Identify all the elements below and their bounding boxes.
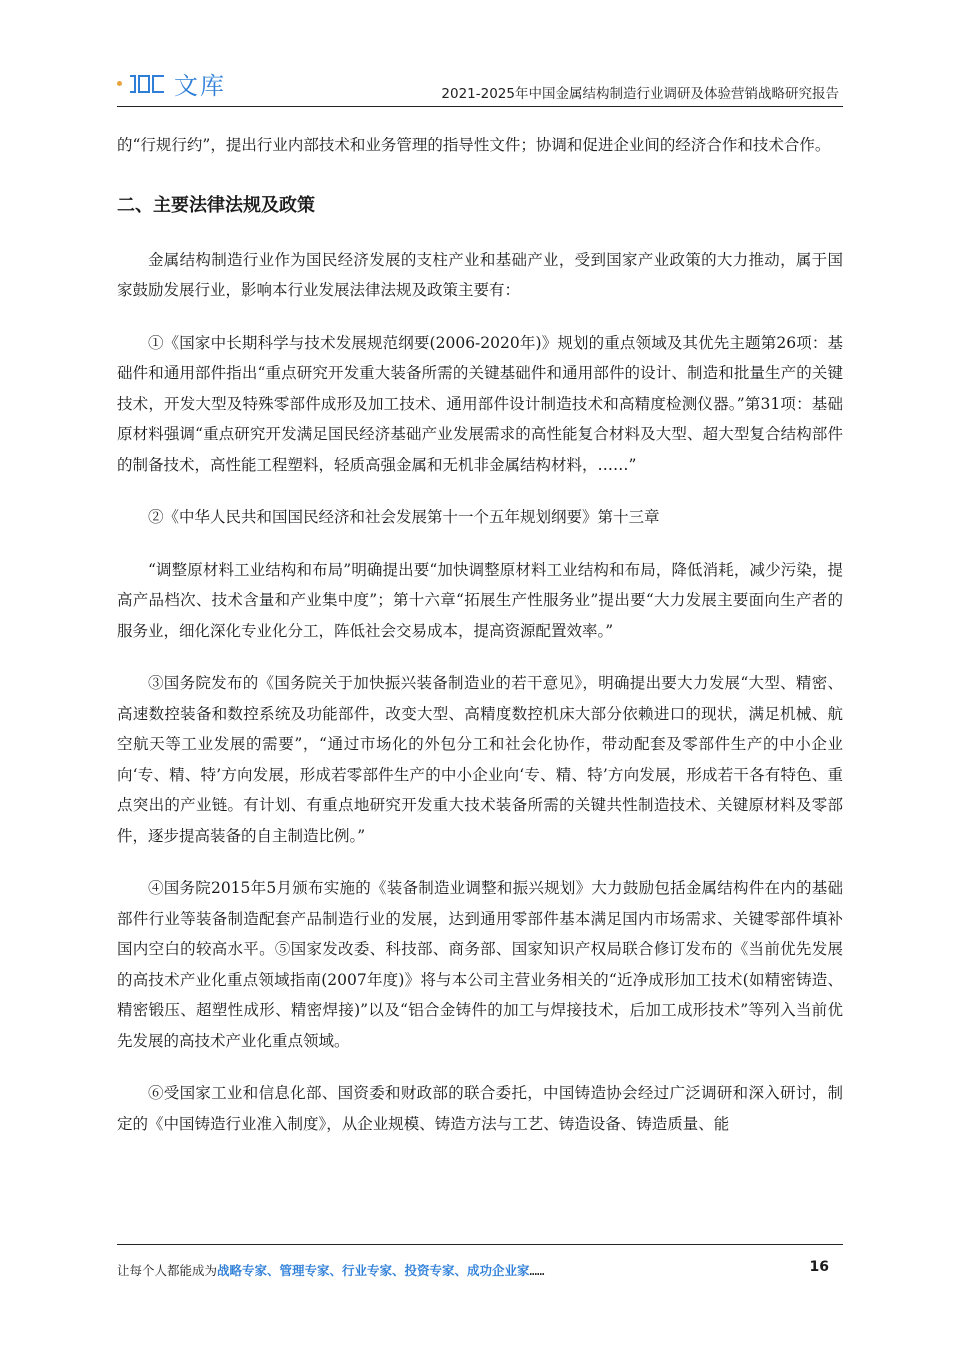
paragraph-item-2-detail: “调整原材料工业结构和布局”明确提出要“加快调整原材料工业结构和布局，降低消耗，减少污染，提高产品档次、技术含量和产业集中度”；第十六章“拓展生产性服务业”提出要“大力发展主要面向生产者的服务业，细化深化专业化分工，阵低社会交易成本，提高资源配置效率。” [117, 560, 843, 640]
page-content [117, 130, 843, 1139]
page-number: 16 [809, 1259, 829, 1275]
paragraph-lead: 金属结构制造行业作为国民经济发展的支柱产业和基础产业，受到国家产业政策的大力推动，属于国家鼓励发展行业，影响本行业发展法律法规及政策主要有： [117, 250, 843, 299]
paragraph-item-6: ⑥受国家工业和信息化部、国资委和财政部的联合委托，中国铸造协会经过广泛调研和深入研讨，制定的《中国铸造行业准入制度》，从企业规模、铸造方法与工艺、铸造设备、铸造质量、能 [117, 1084, 843, 1133]
paragraph-item-4: ④国务院2015年5月颁布实施的《装备制造业调整和振兴规划》大力鼓励包括金属结构件在内的基础部件行业等装备制造配套产品制造行业的发展，达到通用零部件基本满足国内市场需求、关键零部件填补国内空白的较高水平。⑤国家发改委、科技部、商务部、国家知识产权局联合修订发布的《当前优先发展的高技术产业化重点领域指南(2007年度)》将与本公司主营业务相关的“近净成形加工技术(如精密铸造、精密锻压、超塑性成形、精密焊接)”以及“铝合金铸件的加工与焊接技术，后加工成形技术”等列入当前优先发展的高技术产业化重点领域。 [117, 879, 843, 1050]
page-header [117, 60, 843, 107]
logo-mark-icon [130, 75, 164, 93]
paragraph-item-2: ②《中华人民共和国国民经济和社会发展第十一个五年规划纲要》第十三章 [148, 508, 660, 526]
slogan-prefix: 让每个人都能成为 [117, 1263, 218, 1278]
paragraph-item-1: ①《国家中长期科学与技术发展规范纲要(2006-2020年)》规划的重点领域及其优先主题第26项：基础件和通用部件指出“重点研究开发重大装备所需的关键基础件和通用部件的设计、制造和批量生产的关键技术，开发大型及特殊零部件成形及加工技术、通用部件设计制造技术和高精度检测仪器。”第31项：基础原材料强调“重点研究开发满足国民经济基础产业发展需求的高性能复合材料及大型、超大型复合结构部件的制备技术，高性能工程塑料，轻质高强金属和无机非金属结构材料，……” [117, 333, 843, 474]
paragraph-item-3: ③国务院发布的《国务院关于加快振兴装备制造业的若干意见》，明确提出要大力发展“大型、精密、高速数控装备和数控系统及功能部件，改变大型、高精度数控机床大部分依赖进口的现状，满足机械、航空航天等工业发展的需要”，“通过市场化的外包分工和社会化协作，带动配套及零部件生产的中小企业向‘专、精、特’方向发展，形成若零部件生产的中小企业向‘专、精、特’方向发展，形成若干各有特色、重点突出的产业链。有计划、有重点地研究开发重大技术装备所需的关键共性制造技术、关键原材料及零部件，逐步提高装备的自主制造比例。” [117, 674, 843, 845]
section-heading: 二、主要法律法规及政策 [117, 194, 315, 216]
logo-dot-icon [117, 81, 122, 86]
logo-text: 文库 [174, 72, 226, 100]
paragraph-intro: 的“行规行约”，提出行业内部技术和业务管理的指导性文件；协调和促进企业间的经济合作和技术合作。 [117, 136, 831, 154]
logo [117, 66, 226, 101]
footer-slogan [117, 1261, 545, 1279]
slogan-highlight: 战略专家、管理专家、行业专家、投资专家、成功企业家 [217, 1263, 530, 1278]
document-title: 2021-2025年中国金属结构制造行业调研及体验营销战略研究报告 [441, 86, 839, 102]
page-footer [117, 1244, 843, 1278]
slogan-suffix: …… [529, 1263, 545, 1278]
